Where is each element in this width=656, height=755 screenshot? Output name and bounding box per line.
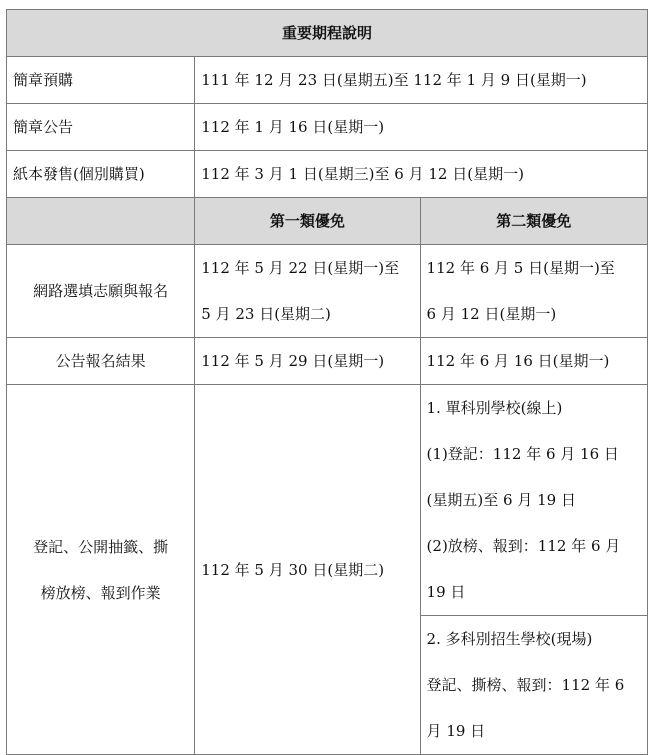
enroll-label-line1: 登記、公開抽籤、撕 — [33, 537, 169, 556]
row-value: 112 年 3 月 1 日(星期三)至 6 月 12 日(星期一) — [195, 151, 648, 198]
registration-type2 — [420, 245, 647, 338]
table-row — [7, 57, 648, 104]
sub-header-type1: 第一類優免 — [195, 198, 420, 245]
table-title-row — [7, 10, 648, 57]
enroll-type2-p2-line: 登記、撕榜、報到：112 年 6 — [426, 676, 625, 694]
enroll-type2-p1-line: (1)登記：112 年 6 月 16 日 — [426, 445, 619, 463]
enroll-label-line2: 榜放榜、報到作業 — [40, 583, 161, 602]
enroll-type2-single-subject — [420, 385, 647, 616]
sub-header-row — [7, 198, 648, 245]
enroll-type1: 112 年 5 月 30 日(星期二) — [195, 385, 420, 755]
enroll-type2-p1-line: 19 日 — [426, 583, 466, 601]
table-row — [7, 104, 648, 151]
row-label: 公告報名結果 — [7, 338, 195, 385]
row-label: 紙本發售(個別購買) — [7, 151, 195, 198]
table-row — [7, 151, 648, 198]
enroll-type2-p1-line: (星期五)至 6 月 19 日 — [426, 491, 576, 509]
registration-type1-line2: 5 月 23 日(星期二) — [201, 305, 331, 323]
row-value: 111 年 12 月 23 日(星期五)至 112 年 1 月 9 日(星期一) — [195, 57, 648, 104]
registration-type1-line1: 112 年 5 月 22 日(星期一)至 — [201, 259, 400, 277]
enroll-type2-p1-line: (2)放榜、報到：112 年 6 月 — [426, 537, 621, 555]
enroll-type2-p1-line: 1. 單科別學校(線上) — [426, 399, 563, 417]
result-type1: 112 年 5 月 29 日(星期一) — [195, 338, 420, 385]
row-label — [7, 385, 195, 755]
sub-header-empty — [7, 198, 195, 245]
result-type2: 112 年 6 月 16 日(星期一) — [420, 338, 647, 385]
enroll-type2-multi-subject — [420, 616, 647, 755]
registration-type2-line2: 6 月 12 日(星期一) — [426, 305, 557, 323]
table-title: 重要期程說明 — [7, 10, 648, 57]
sub-header-type2: 第二類優免 — [420, 198, 647, 245]
enroll-type2-p2-line: 月 19 日 — [426, 722, 486, 740]
row-value: 112 年 1 月 16 日(星期一) — [195, 104, 648, 151]
table-row — [7, 338, 648, 385]
enroll-type2-p2-line: 2. 多科別招生學校(現場) — [426, 630, 593, 648]
registration-type2-line1: 112 年 6 月 5 日(星期一)至 — [426, 259, 615, 277]
row-label: 簡章預購 — [7, 57, 195, 104]
table-row — [7, 245, 648, 338]
table-row — [7, 385, 648, 616]
schedule-table — [6, 9, 648, 755]
row-label: 簡章公告 — [7, 104, 195, 151]
registration-type1 — [195, 245, 420, 338]
row-label: 網路選填志願與報名 — [7, 245, 195, 338]
